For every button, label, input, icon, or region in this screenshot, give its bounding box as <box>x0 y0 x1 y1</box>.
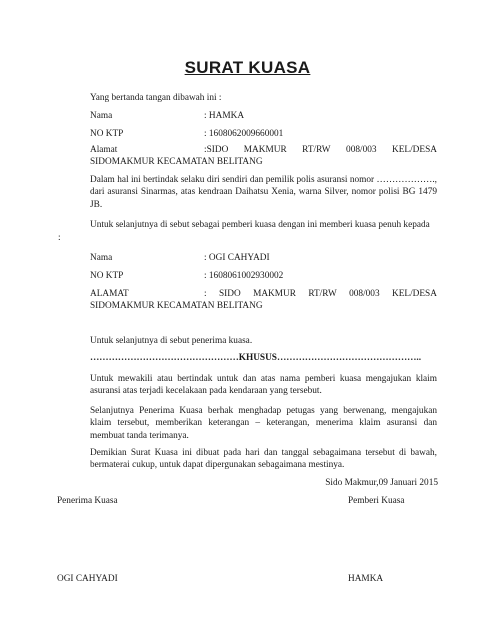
grantee-ktp-label: NO KTP <box>90 271 124 281</box>
grantee-signature-role: Penerima Kuasa <box>57 496 118 506</box>
grantor-reference-paragraph: Untuk selanjutnya di sebut sebagai pemberi kuasa dengan ini memberi kuasa penuh kepada <box>90 220 430 230</box>
document-title: SURAT KUASA <box>184 58 311 77</box>
grantee-address-word: RT/RW <box>308 289 337 299</box>
grantor-ktp-value: : 1608062009660001 <box>204 129 284 139</box>
grantee-ktp-value: : 1608061002930002 <box>204 271 284 281</box>
grantor-ktp-label: NO KTP <box>90 129 124 139</box>
grantee-address-word: MAKMUR <box>253 289 296 299</box>
grantor-address-label: Alamat <box>90 145 118 155</box>
grantee-address-line2: SIDOMAKMUR KECAMATAN BELITANG <box>90 301 263 311</box>
grantee-address <box>204 288 437 300</box>
stray-colon: : <box>58 233 61 243</box>
khusus-heading: …………………………………………KHUSUS……………………………………….. <box>90 353 422 363</box>
grantee-signature-name: OGI CAHYADI <box>57 574 118 584</box>
grantor-address-word: :SIDO <box>204 145 229 155</box>
grantee-name-label: Nama <box>90 253 113 263</box>
capacity-paragraph: Dalam hal ini bertindak selaku diri sendiri dan pemilik polis asuransi nomor ………………., dari asuransi Sinarmas, atas kendraan Daihatsu Xenia, warna Silver, nomor polisi BG 1479 JB. <box>90 175 437 210</box>
grantee-reference-text: Untuk selanjutnya di sebut penerima kuasa. <box>90 336 253 346</box>
purpose-paragraph: Untuk mewakili atau bertindak untuk dan atas nama pemberi kuasa mengajukan klaim asuransi atas terjadi kecelakaan pada kendaraan yang tersebut. <box>90 374 437 397</box>
grantee-name-value: : OGI CAHYADI <box>204 253 270 263</box>
grantor-signature-name: HAMKA <box>348 574 384 584</box>
grantor-address-word: KEL/DESA <box>392 145 437 155</box>
grantee-address-word: KEL/DESA <box>392 289 437 299</box>
grantee-address-word: SIDO <box>218 289 241 299</box>
grantor-address-word: MAKMUR <box>243 145 287 155</box>
grantor-name-value: : HAMKA <box>204 111 245 121</box>
grantor-address <box>204 144 437 156</box>
grantor-address-line2: SIDOMAKMUR KECAMATAN BELITANG <box>90 157 263 167</box>
place-date: Sido Makmur,09 Januari 2015 <box>325 478 438 488</box>
grantor-address-word: RT/RW <box>302 145 331 155</box>
grantee-address-label: ALAMAT <box>90 289 129 299</box>
grantor-name-label: Nama <box>90 111 113 121</box>
grantor-address-word: 008/003 <box>346 145 377 155</box>
closing-paragraph: Demikian Surat Kuasa ini dibuat pada hari dan tanggal sebagaimana tersebut di bawah, bermaterai cukup, untuk dapat dipergunakan sebagaimana mestinya. <box>90 448 437 471</box>
grantee-address-word: : <box>204 289 207 299</box>
intro-text: Yang bertanda tangan dibawah ini : <box>90 93 222 103</box>
grantor-signature-role: Pemberi Kuasa <box>348 496 405 506</box>
authority-paragraph: Selanjutnya Penerima Kuasa berhak menghadap petugas yang berwenang, mengajukan klaim tersebut, memberikan keterangan – keterangan, menerima klaim asuransi dan membuat tanda terimanya. <box>90 406 437 441</box>
grantee-address-word: 008/003 <box>349 289 380 299</box>
